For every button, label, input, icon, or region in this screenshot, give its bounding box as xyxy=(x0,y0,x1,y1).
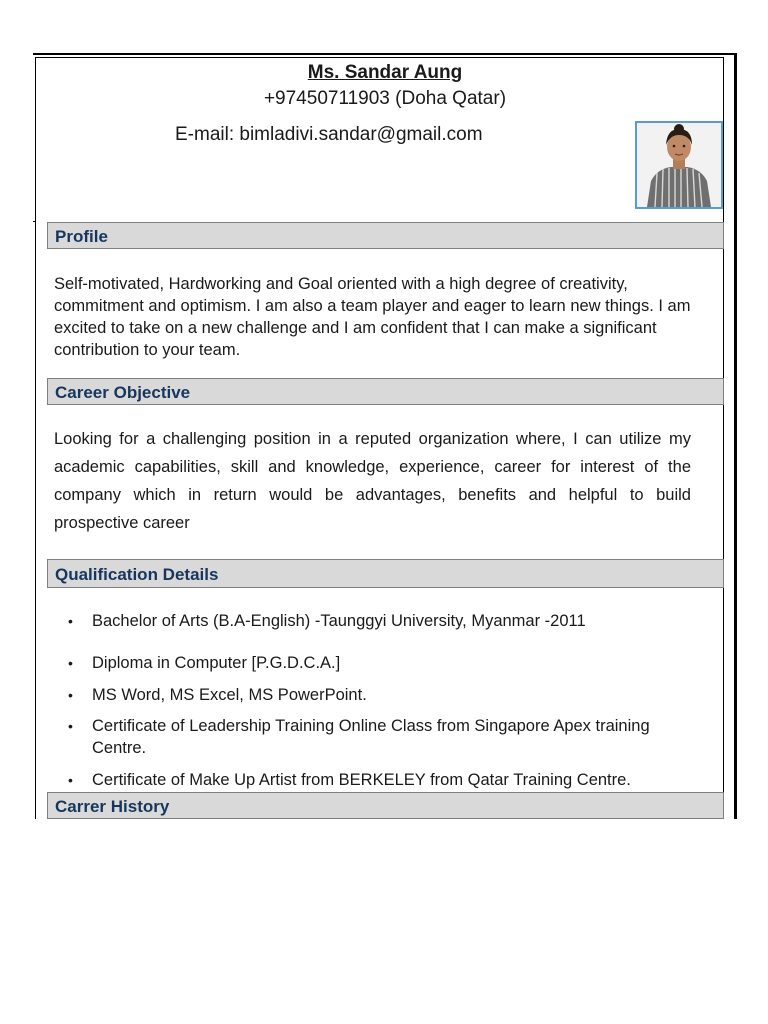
candidate-email: E-mail: bimladivi.sandar@gmail.com xyxy=(175,124,483,145)
profile-photo-image xyxy=(637,123,721,207)
frame-left-tick xyxy=(33,221,36,222)
qualification-item-text: Certificate of Make Up Artist from BERKELEY from Qatar Training Centre. xyxy=(92,771,631,789)
frame-right-inner-rule xyxy=(723,57,724,819)
section-objective-title: Career Objective xyxy=(55,383,191,402)
qualification-item-text: Diploma in Computer [P.G.D.C.A.] xyxy=(92,654,341,672)
bullet-icon: • xyxy=(68,613,73,629)
section-history-header xyxy=(47,792,724,819)
bullet-icon: • xyxy=(68,718,73,734)
profile-text: Self-motivated, Hardworking and Goal oriented with a high degree of creativity, commitment and optimism. I am also a team player and eager to learn new things. I am excited to take on a new challenge and I am confident that I can make a significant contribution to your team. xyxy=(54,275,691,359)
qualification-item-text: Bachelor of Arts (B.A-English) -Taunggyi University, Myanmar -2011 xyxy=(92,612,586,630)
section-objective-header xyxy=(47,378,724,405)
bullet-icon: • xyxy=(68,772,73,788)
qualification-item-text: MS Word, MS Excel, MS PowerPoint. xyxy=(92,686,367,704)
frame-left-rule xyxy=(35,57,36,819)
section-profile-header xyxy=(47,222,724,249)
bullet-icon: • xyxy=(68,687,73,703)
qualification-item-text: Certificate of Leadership Training Online Class from Singapore Apex training Centre. xyxy=(92,717,650,757)
frame-top-rule xyxy=(33,53,737,55)
objective-text: Looking for a challenging position in a reputed organization where, I can utilize my academic capabilities, skill and knowledge, experience, career for interest of the company which in return would be advantages, benefits and helpful to build prospective career xyxy=(54,430,691,532)
bullet-icon: • xyxy=(68,655,73,671)
candidate-name: Ms. Sandar Aung xyxy=(307,62,463,83)
profile-photo xyxy=(635,121,723,209)
frame-right-outer-rule xyxy=(734,53,737,819)
section-history-title: Carrer History xyxy=(55,797,170,816)
section-profile-title: Profile xyxy=(55,227,108,246)
candidate-phone: +97450711903 (Doha Qatar) xyxy=(263,88,507,109)
frame-top-inner-rule xyxy=(36,57,724,58)
section-qualification-title: Qualification Details xyxy=(55,565,219,584)
section-qualification-header xyxy=(47,559,724,588)
